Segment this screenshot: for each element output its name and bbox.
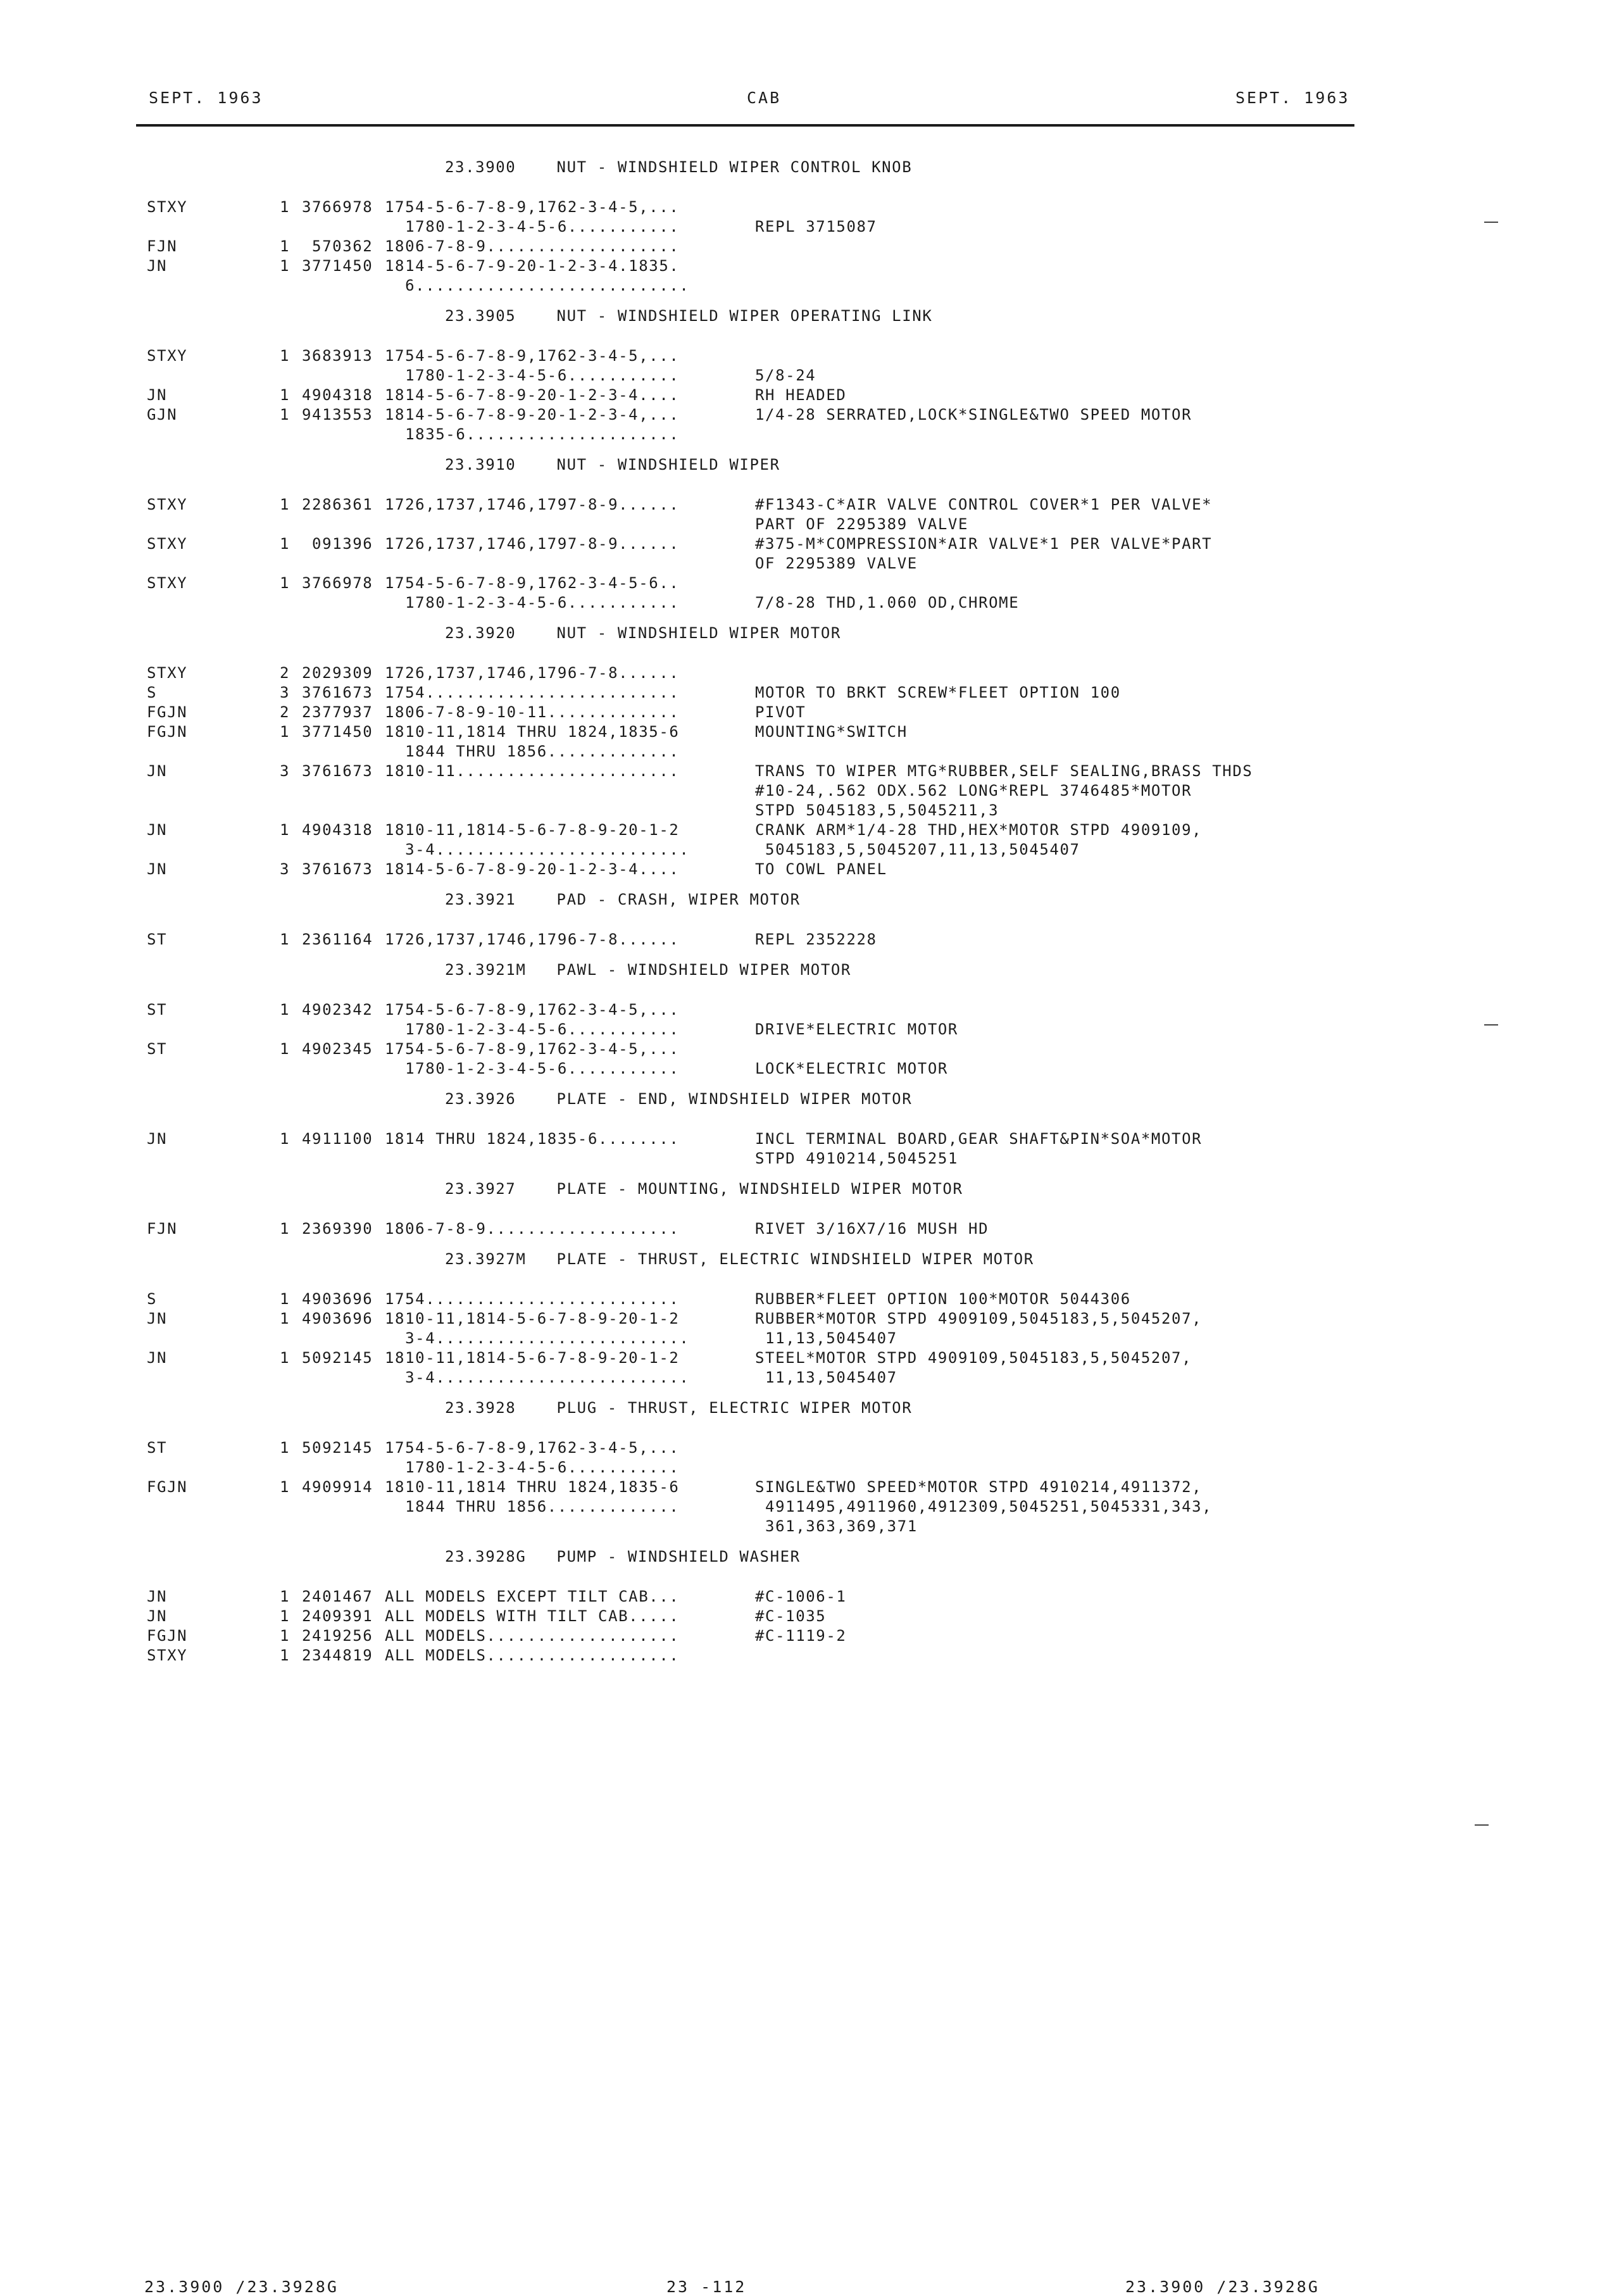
part-number: 2286361 [302,496,373,513]
model-code: JN [147,762,168,780]
part-description: 11,13,5045407 [755,1329,897,1347]
parts-row [0,722,1600,742]
quantity: 3 [280,684,291,701]
quantity: 1 [280,1290,291,1308]
section-title: 23.3928G PUMP - WINDSHIELD WASHER [445,1548,801,1565]
quantity: 2 [280,664,291,682]
applicable-models: 3-4......................... [385,841,690,858]
parts-row [0,1149,1600,1169]
quantity: 1 [280,406,291,423]
part-description: #C-1119-2 [755,1627,847,1645]
quantity: 2 [280,703,291,721]
model-code: JN [147,821,168,839]
part-description: RH HEADED [755,386,847,404]
section-title: 23.3927M PLATE - THRUST, ELECTRIC WINDSHIELD WIPER MOTOR [445,1250,1034,1268]
quantity: 1 [280,1588,291,1605]
part-number: 3771450 [302,723,373,741]
section-title: 23.3926 PLATE - END, WINDSHIELD WIPER MOTOR [445,1090,913,1108]
quantity: 1 [280,237,291,255]
applicable-models: 1814-5-6-7-8-9-20-1-2-3-4,... [385,406,680,423]
part-description: PIVOT [755,703,806,721]
section-heading [0,1179,1600,1199]
parts-row [0,1309,1600,1329]
quantity: 1 [280,1040,291,1058]
applicable-models: 1754-5-6-7-8-9,1762-3-4-5,... [385,1040,680,1058]
part-number: 4909914 [302,1478,373,1496]
parts-row [0,742,1600,762]
part-description: MOUNTING*SWITCH [755,723,908,741]
parts-row [0,1626,1600,1646]
part-number: 3761673 [302,684,373,701]
model-code: JN [147,1310,168,1327]
applicable-models: 1754......................... [385,1290,680,1308]
model-code: FJN [147,237,178,255]
parts-row [0,515,1600,534]
part-description: RUBBER*FLEET OPTION 100*MOTOR 5044306 [755,1290,1131,1308]
section-heading [0,624,1600,643]
applicable-models: 6........................... [385,277,690,294]
part-number: 4904318 [302,821,373,839]
part-description: 1/4-28 SERRATED,LOCK*SINGLE&TWO SPEED MOTOR [755,406,1192,423]
parts-row [0,860,1600,879]
part-number: 2401467 [302,1588,373,1605]
applicable-models: 1814-5-6-7-8-9-20-1-2-3-4.... [385,860,680,878]
part-description: REPL 2352228 [755,931,877,948]
quantity: 1 [280,723,291,741]
part-description: TRANS TO WIPER MTG*RUBBER,SELF SEALING,BRASS THDS [755,762,1253,780]
part-description: RIVET 3/16X7/16 MUSH HD [755,1220,989,1238]
model-code: FGJN [147,703,188,721]
parts-row [0,1368,1600,1388]
parts-row [0,663,1600,683]
applicable-models: 1726,1737,1746,1796-7-8...... [385,664,680,682]
header-date-left: SEPT. 1963 [149,89,263,107]
part-number: 2029309 [302,664,373,682]
part-description: STPD 4910214,5045251 [755,1150,958,1167]
applicable-models: 3-4......................... [385,1329,690,1347]
part-number: 3761673 [302,860,373,878]
header-section-title: CAB [747,89,782,107]
parts-row [0,1000,1600,1020]
model-code: JN [147,1607,168,1625]
applicable-models: ALL MODELS EXCEPT TILT CAB... [385,1588,680,1605]
margin-mark [1484,1024,1498,1026]
part-description: STPD 5045183,5,5045211,3 [755,801,999,819]
parts-row [0,1497,1600,1517]
model-code: JN [147,860,168,878]
parts-listing [0,147,1600,1666]
applicable-models: 1810-11...................... [385,762,680,780]
applicable-models: ALL MODELS WITH TILT CAB..... [385,1607,680,1625]
applicable-models: 1780-1-2-3-4-5-6........... [385,594,680,612]
applicable-models: 1726,1737,1746,1797-8-9...... [385,535,680,553]
section-heading [0,306,1600,326]
quantity: 1 [280,347,291,365]
part-description: SINGLE&TWO SPEED*MOTOR STPD 4910214,4911372, [755,1478,1203,1496]
applicable-models: 1726,1737,1746,1797-8-9...... [385,496,680,513]
applicable-models: 1844 THRU 1856............. [385,743,680,760]
section-heading [0,158,1600,177]
applicable-models: 1810-11,1814-5-6-7-8-9-20-1-2 [385,1310,680,1327]
applicable-models: 1754-5-6-7-8-9,1762-3-4-5,... [385,198,680,216]
parts-row [0,574,1600,593]
parts-row [0,217,1600,237]
part-description: LOCK*ELECTRIC MOTOR [755,1060,948,1077]
parts-row [0,703,1600,722]
parts-row [0,1289,1600,1309]
quantity: 1 [280,1647,291,1664]
part-description: MOTOR TO BRKT SCREW*FLEET OPTION 100 [755,684,1121,701]
part-description: 11,13,5045407 [755,1369,897,1386]
model-code: STXY [147,1647,188,1664]
quantity: 1 [280,1310,291,1327]
part-description: DRIVE*ELECTRIC MOTOR [755,1020,958,1038]
part-description: REPL 3715087 [755,218,877,235]
parts-row [0,425,1600,444]
section-title: 23.3920 NUT - WINDSHIELD WIPER MOTOR [445,624,841,642]
section-heading [0,1547,1600,1567]
header-date-right: SEPT. 1963 [1235,89,1350,107]
quantity: 3 [280,860,291,878]
part-number: 570362 [302,237,373,255]
applicable-models: ALL MODELS................... [385,1627,680,1645]
header-rule [136,124,1354,127]
applicable-models: 1780-1-2-3-4-5-6........... [385,1459,680,1476]
margin-mark [1484,222,1498,223]
applicable-models: 1754-5-6-7-8-9,1762-3-4-5,... [385,347,680,365]
parts-row [0,405,1600,425]
part-description: #C-1035 [755,1607,827,1625]
model-code: JN [147,1588,168,1605]
applicable-models: 1780-1-2-3-4-5-6........... [385,1020,680,1038]
model-code: STXY [147,574,188,592]
part-number: 3683913 [302,347,373,365]
part-number: 2419256 [302,1627,373,1645]
section-heading [0,1089,1600,1109]
parts-row [0,198,1600,217]
parts-row [0,781,1600,801]
applicable-models: 1806-7-8-9-10-11............. [385,703,680,721]
model-code: ST [147,1040,168,1058]
parts-row [0,276,1600,296]
applicable-models: 1754-5-6-7-8-9,1762-3-4-5,... [385,1439,680,1457]
part-number: 2409391 [302,1607,373,1625]
part-description: 5045183,5,5045207,11,13,5045407 [755,841,1080,858]
quantity: 1 [280,1001,291,1019]
parts-row [0,1020,1600,1039]
part-description: PART OF 2295389 VALVE [755,515,969,533]
part-number: 3761673 [302,762,373,780]
model-code: STXY [147,664,188,682]
parts-row [0,1438,1600,1458]
parts-row [0,1329,1600,1348]
parts-row [0,1348,1600,1368]
applicable-models: 1754-5-6-7-8-9,1762-3-4-5,... [385,1001,680,1019]
section-heading [0,960,1600,980]
quantity: 1 [280,1478,291,1496]
quantity: 1 [280,496,291,513]
quantity: 1 [280,535,291,553]
model-code: ST [147,1439,168,1457]
model-code: FJN [147,1220,178,1238]
section-title: 23.3905 NUT - WINDSHIELD WIPER OPERATING LINK [445,307,933,325]
model-code: ST [147,931,168,948]
applicable-models: 1726,1737,1746,1796-7-8...... [385,931,680,948]
part-number: 4903696 [302,1310,373,1327]
part-description: RUBBER*MOTOR STPD 4909109,5045183,5,5045207, [755,1310,1203,1327]
section-title: 23.3900 NUT - WINDSHIELD WIPER CONTROL KNOB [445,158,913,176]
part-description: 4911495,4911960,4912309,5045251,5045331,343, [755,1498,1213,1515]
parts-row [0,1477,1600,1497]
applicable-models: ALL MODELS................... [385,1647,680,1664]
part-description: OF 2295389 VALVE [755,555,918,572]
part-description: 7/8-28 THD,1.060 OD,CHROME [755,594,1020,612]
part-description: TO COWL PANEL [755,860,887,878]
parts-row [0,820,1600,840]
parts-row [0,840,1600,860]
applicable-models: 1835-6..................... [385,425,680,443]
parts-row [0,930,1600,950]
parts-row [0,366,1600,386]
applicable-models: 1780-1-2-3-4-5-6........... [385,367,680,384]
part-description: CRANK ARM*1/4-28 THD,HEX*MOTOR STPD 4909109, [755,821,1203,839]
quantity: 1 [280,257,291,275]
model-code: S [147,684,158,701]
model-code: FGJN [147,1627,188,1645]
applicable-models: 1814-5-6-7-9-20-1-2-3-4.1835. [385,257,680,275]
applicable-models: 1810-11,1814 THRU 1824,1835-6 [385,723,680,741]
parts-row [0,346,1600,366]
part-number: 3766978 [302,574,373,592]
model-code: JN [147,1349,168,1367]
section-heading [0,890,1600,910]
parts-row [0,1646,1600,1666]
parts-row [0,762,1600,781]
section-title: 23.3921 PAD - CRASH, WIPER MOTOR [445,891,801,908]
parts-row [0,1458,1600,1477]
quantity: 1 [280,574,291,592]
quantity: 3 [280,762,291,780]
model-code: STXY [147,347,188,365]
part-number: 4902345 [302,1040,373,1058]
part-number: 4904318 [302,386,373,404]
parts-row [0,495,1600,515]
model-code: GJN [147,406,178,423]
parts-row [0,534,1600,554]
parts-row [0,237,1600,256]
applicable-models: 1810-11,1814-5-6-7-8-9-20-1-2 [385,1349,680,1367]
part-number: 2361164 [302,931,373,948]
applicable-models: 1806-7-8-9................... [385,1220,680,1238]
section-heading [0,455,1600,475]
parts-row [0,1059,1600,1079]
part-number: 3766978 [302,198,373,216]
parts-row [0,1607,1600,1626]
part-number: 3771450 [302,257,373,275]
quantity: 1 [280,1220,291,1238]
parts-row [0,1039,1600,1059]
footer-page-number: 23 -112 [666,2278,747,2296]
quantity: 1 [280,1439,291,1457]
model-code: JN [147,1130,168,1148]
model-code: STXY [147,535,188,553]
quantity: 1 [280,1349,291,1367]
applicable-models: 1810-11,1814 THRU 1824,1835-6 [385,1478,680,1496]
quantity: 1 [280,931,291,948]
part-number: 4903696 [302,1290,373,1308]
part-number: 2377937 [302,703,373,721]
part-number: 4902342 [302,1001,373,1019]
applicable-models: 1780-1-2-3-4-5-6........... [385,1060,680,1077]
part-number: 5092145 [302,1349,373,1367]
model-code: STXY [147,496,188,513]
parts-row [0,554,1600,574]
model-code: S [147,1290,158,1308]
part-description: STEEL*MOTOR STPD 4909109,5045183,5,5045207, [755,1349,1192,1367]
quantity: 1 [280,1607,291,1625]
parts-row [0,593,1600,613]
quantity: 1 [280,821,291,839]
model-code: JN [147,257,168,275]
section-title: 23.3928 PLUG - THRUST, ELECTRIC WIPER MOTOR [445,1399,913,1417]
part-description: 361,363,369,371 [755,1517,918,1535]
margin-mark [1475,1824,1489,1826]
quantity: 1 [280,1130,291,1148]
section-title: 23.3927 PLATE - MOUNTING, WINDSHIELD WIPER MOTOR [445,1180,963,1198]
part-description: #F1343-C*AIR VALVE CONTROL COVER*1 PER VALVE* [755,496,1213,513]
part-number: 091396 [302,535,373,553]
applicable-models: 1810-11,1814-5-6-7-8-9-20-1-2 [385,821,680,839]
applicable-models: 1814 THRU 1824,1835-6........ [385,1130,680,1148]
section-title: 23.3921M PAWL - WINDSHIELD WIPER MOTOR [445,961,851,979]
applicable-models: 1780-1-2-3-4-5-6........... [385,218,680,235]
applicable-models: 1844 THRU 1856............. [385,1498,680,1515]
quantity: 1 [280,1627,291,1645]
parts-row [0,256,1600,276]
parts-row [0,386,1600,405]
part-number: 2344819 [302,1647,373,1664]
parts-row [0,801,1600,820]
part-number: 9413553 [302,406,373,423]
part-number: 5092145 [302,1439,373,1457]
part-number: 2369390 [302,1220,373,1238]
applicable-models: 1806-7-8-9................... [385,237,680,255]
model-code: FGJN [147,723,188,741]
applicable-models: 1754......................... [385,684,680,701]
section-heading [0,1250,1600,1269]
part-description: 5/8-24 [755,367,816,384]
part-description: INCL TERMINAL BOARD,GEAR SHAFT&PIN*SOA*MOTOR [755,1130,1203,1148]
parts-row [0,1517,1600,1536]
model-code: ST [147,1001,168,1019]
model-code: STXY [147,198,188,216]
footer-range-right: 23.3900 /23.3928G [1125,2278,1320,2296]
model-code: FGJN [147,1478,188,1496]
applicable-models: 1754-5-6-7-8-9,1762-3-4-5-6.. [385,574,680,592]
model-code: JN [147,386,168,404]
parts-row [0,1129,1600,1149]
part-description: #C-1006-1 [755,1588,847,1605]
applicable-models: 1814-5-6-7-8-9-20-1-2-3-4.... [385,386,680,404]
part-description: #375-M*COMPRESSION*AIR VALVE*1 PER VALVE*PART [755,535,1213,553]
footer-range-left: 23.3900 /23.3928G [144,2278,339,2296]
parts-row [0,1219,1600,1239]
part-number: 4911100 [302,1130,373,1148]
section-title: 23.3910 NUT - WINDSHIELD WIPER [445,456,780,474]
quantity: 1 [280,386,291,404]
applicable-models: 3-4......................... [385,1369,690,1386]
part-description: #10-24,.562 ODX.562 LONG*REPL 3746485*MOTOR [755,782,1192,800]
section-heading [0,1398,1600,1418]
quantity: 1 [280,198,291,216]
parts-row [0,1587,1600,1607]
parts-row [0,683,1600,703]
